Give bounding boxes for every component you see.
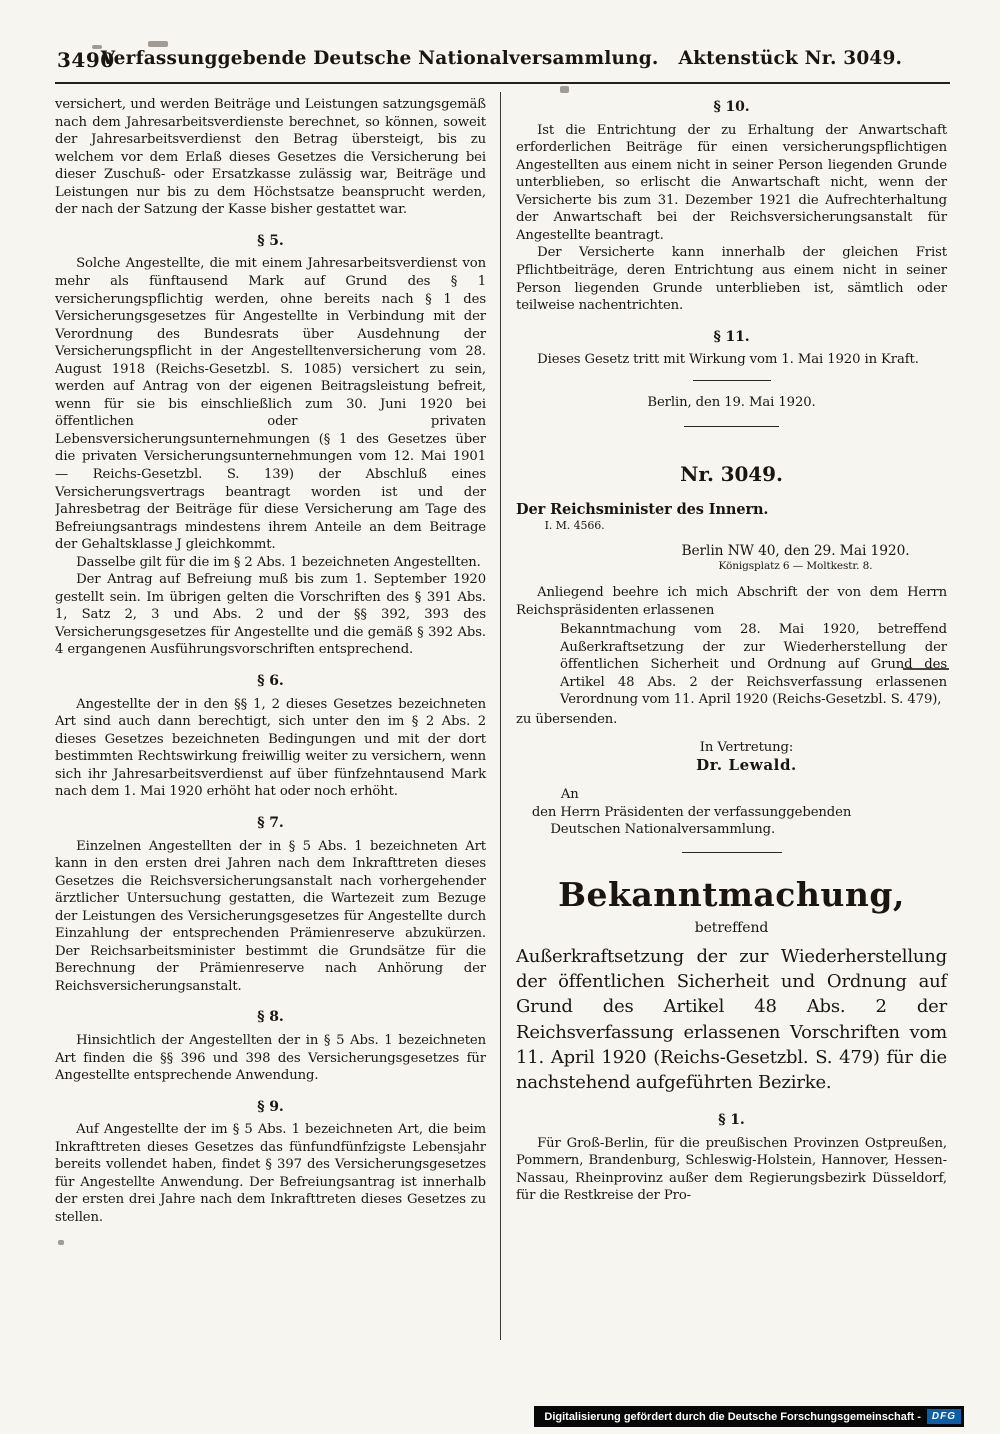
addressee-prefix: An — [560, 786, 579, 802]
place-date-block — [644, 542, 947, 574]
separator-rule — [682, 852, 782, 853]
section-heading-10: § 10. — [713, 99, 750, 115]
letter-quoted-block: Bekanntmachung vom 28. Mai 1920, betreffend Außerkraftsetzung der zur Wiederherstellung der öffentlichen Sicherheit und Ordnung auf Grund des Artikel 48 Abs. 2 der Reichsverfassung erlassenen Verordnung vom 11. April 1920 (Reichs-Gesetzbl. S. 479), — [560, 622, 947, 708]
in-vertretung-line: In Vertretung: — [699, 739, 794, 755]
section-heading-8: § 8. — [257, 1009, 284, 1026]
credit-text: Digitalisierung gefördert durch die Deutsche Forschungsgemeinschaft - — [544, 1410, 921, 1423]
item-number-heading: Nr. 3049. — [680, 462, 783, 487]
reference-number: I. M. 4566. — [544, 519, 605, 533]
section-5-paragraph-3: Der Antrag auf Befreiung muß bis zum 1. September 1920 gestellt sein. Im übrigen gelten die Vorschriften des § 391 Abs. 1, Satz 2, 3 und Abs. 2 und der §§ 392, 393 des Versicherungsgesetzes für Angestellte und die gemäß § 392 Abs. 4 ergangenen Ausführungsvorschriften entsprechend. — [55, 572, 486, 658]
office-address: Königsplatz 6 — Moltkestr. 8. — [718, 560, 873, 573]
addressee-line-1: den Herrn Präsidenten der verfassunggebenden — [531, 804, 852, 820]
scan-artifact — [560, 86, 569, 93]
document-number: Aktenstück Nr. 3049. — [678, 48, 903, 69]
bekanntmachung-title: Bekanntmachung, — [558, 874, 905, 914]
section-heading-9: § 9. — [257, 1098, 284, 1115]
section-5-paragraph-1: Solche Angestellte, die mit einem Jahresarbeitsverdienst von mehr als fünftausend Mark auf Grund des § 1 versicherungspflichtig werden, ohne bereits nach § 1 des Versicherungsgesetzes für Angestellte in Verbindung mit der Verordnung des Bundesrats über Ausdehnung der Versicherungspflicht in der Angestelltenversicherung vom 28. August 1918 (Reichs-Gesetzbl. S. 1085) versichert zu sein, werden auf Antrag von der eigenen Beitragsleistung befreit, wenn für sie bis einschließlich zum 30. Juni 1920 bei öffentlichen oder privaten Lebensversicherungsunternehmungen (§ 1 des Gesetzes über die privaten Versicherungsunternehmungen vom 12. Mai 1901 — Reichs-Gesetzbl. S. 139) der Abschluß eines Versicherungsvertrags beantragt worden ist und der Jahresbetrag der Beiträge für diese Versicherung am Tage des Befreiungsantrags mindestens ihrem Anteile an dem Beitrage der Gehaltsklasse J gleichkommt. — [55, 256, 486, 553]
section-10-paragraph-1: Ist die Entrichtung der zu Erhaltung der Anwartschaft erforderlichen Beiträge für einen versicherungspflichtigen Angestellten aus einem nicht in seiner Person liegenden Grunde unterblieben, so erlischt die Anwartschaft nicht, wenn der Versicherte bis zum 31. Dezember 1921 die Aufrechterhaltung der Anwartschaft bei der Reichsversicherungsanstalt für Angestellte beantragt. — [516, 122, 947, 243]
dfg-logo: DFG — [927, 1409, 961, 1424]
letter-intro: Anliegend beehre ich mich Abschrift der von dem Herrn Reichspräsidenten erlassenen — [516, 585, 947, 618]
section-9-paragraph-1: Auf Angestellte der im § 5 Abs. 1 bezeichneten Art, die beim Inkrafttreten dieses Gesetzes das fünfundfünfzigste Lebensjahr bereits vollendet haben, findet § 397 des Versicherungsgesetzes für Angestellte Anwendung. Der Befreiungsantrag ist innerhalb der ersten drei Jahre nach dem Inkrafttreten dieses Gesetzes zu stellen. — [55, 1122, 486, 1226]
assembly-title: Verfassunggebende Deutsche Nationalversammlung. — [100, 48, 659, 69]
section-5-paragraph-2: Dasselbe gilt für die im § 2 Abs. 1 bezeichneten Angestellten. — [76, 554, 481, 570]
betreffend-label: betreffend — [694, 919, 769, 936]
section-heading-6: § 6. — [257, 673, 284, 690]
signature: Dr. Lewald. — [696, 756, 797, 775]
section-8-paragraph-1: Hinsichtlich der Angestellten der in § 5 Abs. 1 bezeichneten Art finden die §§ 396 und 398 des Versicherungsgesetzes für Angestellte entsprechende Anwendung. — [55, 1033, 486, 1084]
page-number: 3490 — [57, 48, 115, 72]
continuation-paragraph: versichert, und werden Beiträge und Leistungen satzungsgemäß nach dem Jahresarbeitsverdienste berechnet, so können, soweit der Jahresarbeitsverdienst den Betrag übersteigt, bis zu welchem vor dem Erlaß dieses Gesetzes die Versicherung bei dieser Zuschuß- oder Ersatzkasse zulässig war, Beiträge und Leistungen nur bis zu dem Höchstsatze beansprucht werden, der nach der Satzung der Kasse bisher gestattet war. — [55, 97, 486, 218]
section-6-paragraph-1: Angestellte der in den §§ 1, 2 dieses Gesetzes bezeichneten Art sind auch dann berechtigt, sich unter den im § 2 Abs. 2 dieses Gesetzes bezeichneten Bedingungen und mit der dort bestimmten Rechtswirkung freiwillig weiter zu versichern, wenn sich ihr Jahresarbeitsverdienst auf über fünfzehntausend Mark nach dem 1. Mai 1920 erhöht hat oder noch erhöht. — [55, 696, 486, 800]
section-heading-1: § 1. — [718, 1112, 745, 1129]
header-rule — [55, 82, 950, 84]
section-1-paragraph-1: Für Groß-Berlin, für die preußischen Provinzen Ostpreußen, Pommern, Brandenburg, Schleswig-Holstein, Hannover, Hessen-Nassau, Rheinprovinz außer dem Regierungsbezirk Düsseldorf, für die Restkreise der Pro- — [516, 1135, 947, 1204]
digitization-credit-bar — [534, 1406, 964, 1427]
text-columns — [55, 96, 948, 1351]
separator-rule — [684, 426, 779, 427]
place-date: Berlin NW 40, den 29. Mai 1920. — [681, 542, 910, 559]
page-header — [55, 48, 948, 76]
section-11-paragraph-1: Dieses Gesetz tritt mit Wirkung vom 1. Mai 1920 in Kraft. — [537, 352, 919, 368]
scan-artifact — [148, 41, 168, 47]
dateline: Berlin, den 19. Mai 1920. — [647, 394, 816, 410]
letter-close: zu übersenden. — [516, 711, 618, 727]
section-heading-5: § 5. — [257, 232, 284, 249]
section-7-paragraph-1: Einzelnen Angestellten der in § 5 Abs. 1 bezeichneten Art kann in den ersten drei Jahren nach dem Inkrafttreten dieses Gesetzes die Reichsversicherungsanstalt nach vorhergehender ärztlicher Untersuchung gestatten, die Wartezeit zum Bezuge der Leistungen des Versicherungsgesetzes für Angestellte durch Einzahlung der entsprechenden Prämienreserve abzukürzen. Der Reichsarbeitsminister bestimmt die Grundsätze für die Berechnung der Prämienreserve nach Anhörung der Reichsversicherungsanstalt. — [55, 838, 486, 994]
bekanntmachung-subtitle: Außerkraftsetzung der zur Wiederherstellung der öffentlichen Sicherheit und Ordnung auf Grund des Artikel 48 Abs. 2 der Reichsverfassung erlassenen Vorschriften vom 11. April 1920 (Reichs-Gesetzbl. S. 479) für die nachstehend aufgeführten Bezirke. — [516, 946, 947, 1094]
header-title-row — [55, 48, 948, 69]
left-column — [55, 96, 486, 1351]
section-heading-7: § 7. — [257, 814, 284, 831]
minister-line: Der Reichsminister des Innern. — [516, 500, 769, 518]
right-column — [516, 96, 947, 1351]
section-10-paragraph-2: Der Versicherte kann innerhalb der gleichen Frist Pflichtbeiträge, deren Entrichtung aus einem nicht in seiner Person liegenden Grunde unterblieben ist, sämtlich oder teilweise nachentrichten. — [516, 245, 947, 314]
section-heading-11: § 11. — [713, 328, 750, 345]
addressee-line-2: Deutschen Nationalversammlung. — [550, 822, 776, 838]
separator-rule — [693, 380, 771, 381]
